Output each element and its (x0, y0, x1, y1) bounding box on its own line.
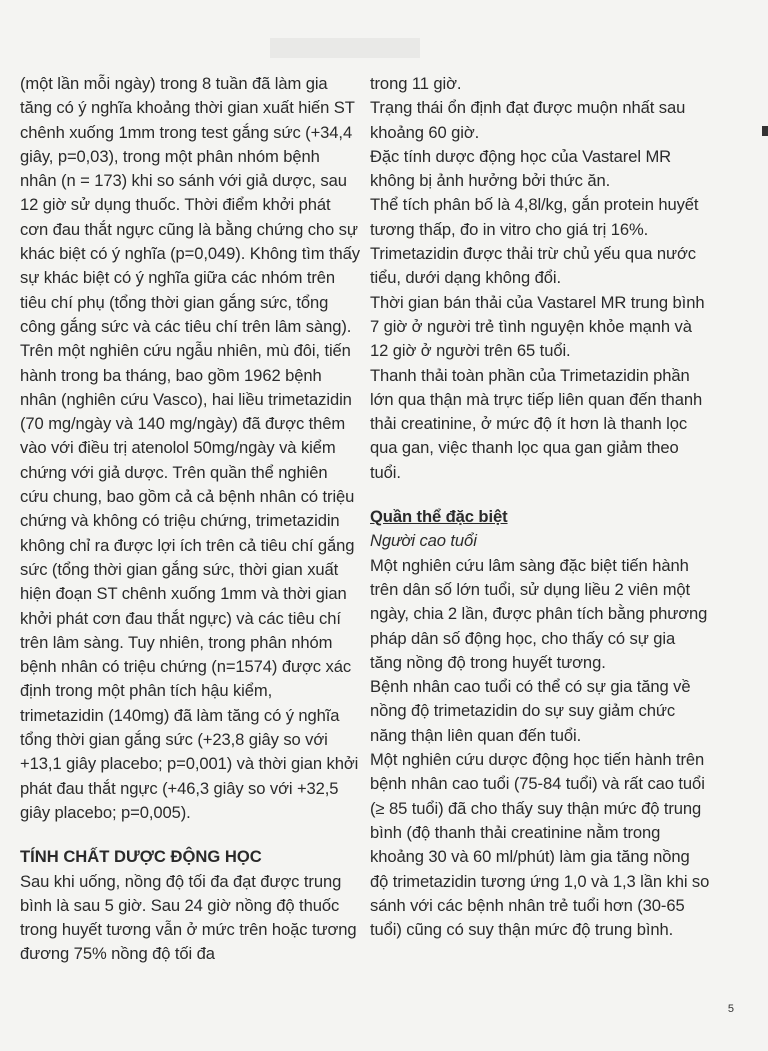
right-paragraph-10: Một nghiên cứu dược động học tiến hành trên bệnh nhân cao tuổi (75-84 tuổi) và rất cao tuổi (≥ 85 tuổi) đã cho thấy suy thận mức độ trung bình (độ thanh thải creatinine nằm trong khoảng 30 và 60 ml/phút) làm gia tăng nồng độ trimetazidin tương ứng 1,0 và 1,3 lần khi so sánh với các bệnh nhân trẻ tuổi hơn (30-65 tuổi) cũng có suy thận mức độ trung bình. (370, 750, 710, 940)
right-paragraph-8: Một nghiên cứu lâm sàng đặc biệt tiến hành trên dân số lớn tuổi, sử dụng liều 2 viên một ngày, chia 2 lần, được phân tích bằng phương pháp dân số động học, cho thấy có sự gia tăng nồng độ trong huyết tương. (370, 555, 708, 672)
left-paragraph-3: Sau khi uống, nồng độ tối đa đạt được trung bình là sau 5 giờ. Sau 24 giờ nồng độ thuốc trong huyết tương vẫn ở mức trên hoặc tương đương 75% nồng độ tối đa (20, 871, 357, 964)
right-paragraph-5: Trimetazidin được thải trừ chủ yếu qua nước tiểu, dưới dạng không đổi. (370, 244, 696, 288)
binding-mark (762, 126, 768, 136)
pharmacokinetics-heading: TÍNH CHẤT DƯỢC ĐỘNG HỌC (20, 847, 262, 867)
right-paragraph-7: Thanh thải toàn phần của Trimetazidin phần lớn qua thận mà trực tiếp liên quan đến thanh thải creatinine, ở mức độ ít hơn là thanh lọc qua gan, việc thanh lọc qua gan giảm theo tuổi. (370, 365, 703, 482)
bleed-through-shade (270, 38, 420, 58)
right-paragraph-2: Trạng thái ổn định đạt được muộn nhất sau khoảng 60 giờ. (370, 98, 686, 142)
page-number: 5 (727, 1003, 734, 1015)
elderly-subheading: Người cao tuổi (370, 531, 477, 551)
special-population-heading: Quần thể đặc biệt (370, 507, 508, 527)
left-paragraph-1: (một lần mỗi ngày) trong 8 tuần đã làm gia tăng có ý nghĩa khoảng thời gian xuất hiến ST chênh xuống 1mm trong test gắng sức (+34,4 giây, p=0,03), trong một phân nhóm bệnh nhân (n = 173) khi so sánh với giả dược, sau 12 giờ sử dụng thuốc. Thời điểm khởi phát cơn đau thắt ngực cũng là bằng chứng cho sự khác biệt có ý nghĩa (p=0,049). Không tìm thấy sự khác biệt có ý nghĩa giữa các nhóm trên tiêu chí phụ (tổng thời gian gắng sức, tổng công gắng sức và các tiêu chí trên lâm sàng). (20, 74, 360, 336)
right-paragraph-1: trong 11 giờ. (370, 74, 462, 93)
right-column (370, 72, 710, 942)
right-paragraph-4: Thể tích phân bố là 4,8l/kg, gắn protein huyết tương thấp, đo in vitro cho giá trị 16%. (370, 195, 699, 239)
left-paragraph-2: Trên một nghiên cứu ngẫu nhiên, mù đôi, tiến hành trong ba tháng, bao gồm 1962 bệnh nhân (nghiên cứu Vasco), hai liều trimetazidin (70 mg/ngày và 140 mg/ngày) đã được thêm vào với điều trị atenolol 50mg/ngày và kiểm chứng với giả dược. Trên quần thể nghiên cứu chung, bao gồm cả cả bệnh nhân có triệu chứng và không có triệu chứng, trimetazidin không chỉ ra được lợi ích trên cả tiêu chí gắng sức (tổng thời gian gắng sức, thời gian xuất hiện đoạn ST chênh xuống 1mm và thời gian khởi phát cơn đau thắt ngực) và các tiêu chí trên lâm sàng. Tuy nhiên, trong phân nhóm bệnh nhân có triệu chứng (n=1574) được xác định trong một phân tích hậu kiểm, trimetazidin (140mg) đã làm tăng có ý nghĩa tổng thời gian gắng sức (+23,8 giây so với +13,1 giây placebo; p=0,001) và thời gian khởi phát đau thắt ngực (+46,3 giây so với +32,5 giây placebo; p=0,005). (20, 341, 359, 822)
right-paragraph-6: Thời gian bán thải của Vastarel MR trung bình 7 giờ ở người trẻ tình nguyện khỏe mạnh và 12 giờ ở người trên 65 tuổi. (370, 292, 705, 361)
right-paragraph-3: Đặc tính dược động học của Vastarel MR không bị ảnh hưởng bởi thức ăn. (370, 146, 672, 191)
right-paragraph-9: Bệnh nhân cao tuổi có thể có sự gia tăng về nồng độ trimetazidin do sự suy giảm chức năng thận liên quan đến tuổi. (370, 677, 691, 745)
left-column (20, 72, 360, 967)
